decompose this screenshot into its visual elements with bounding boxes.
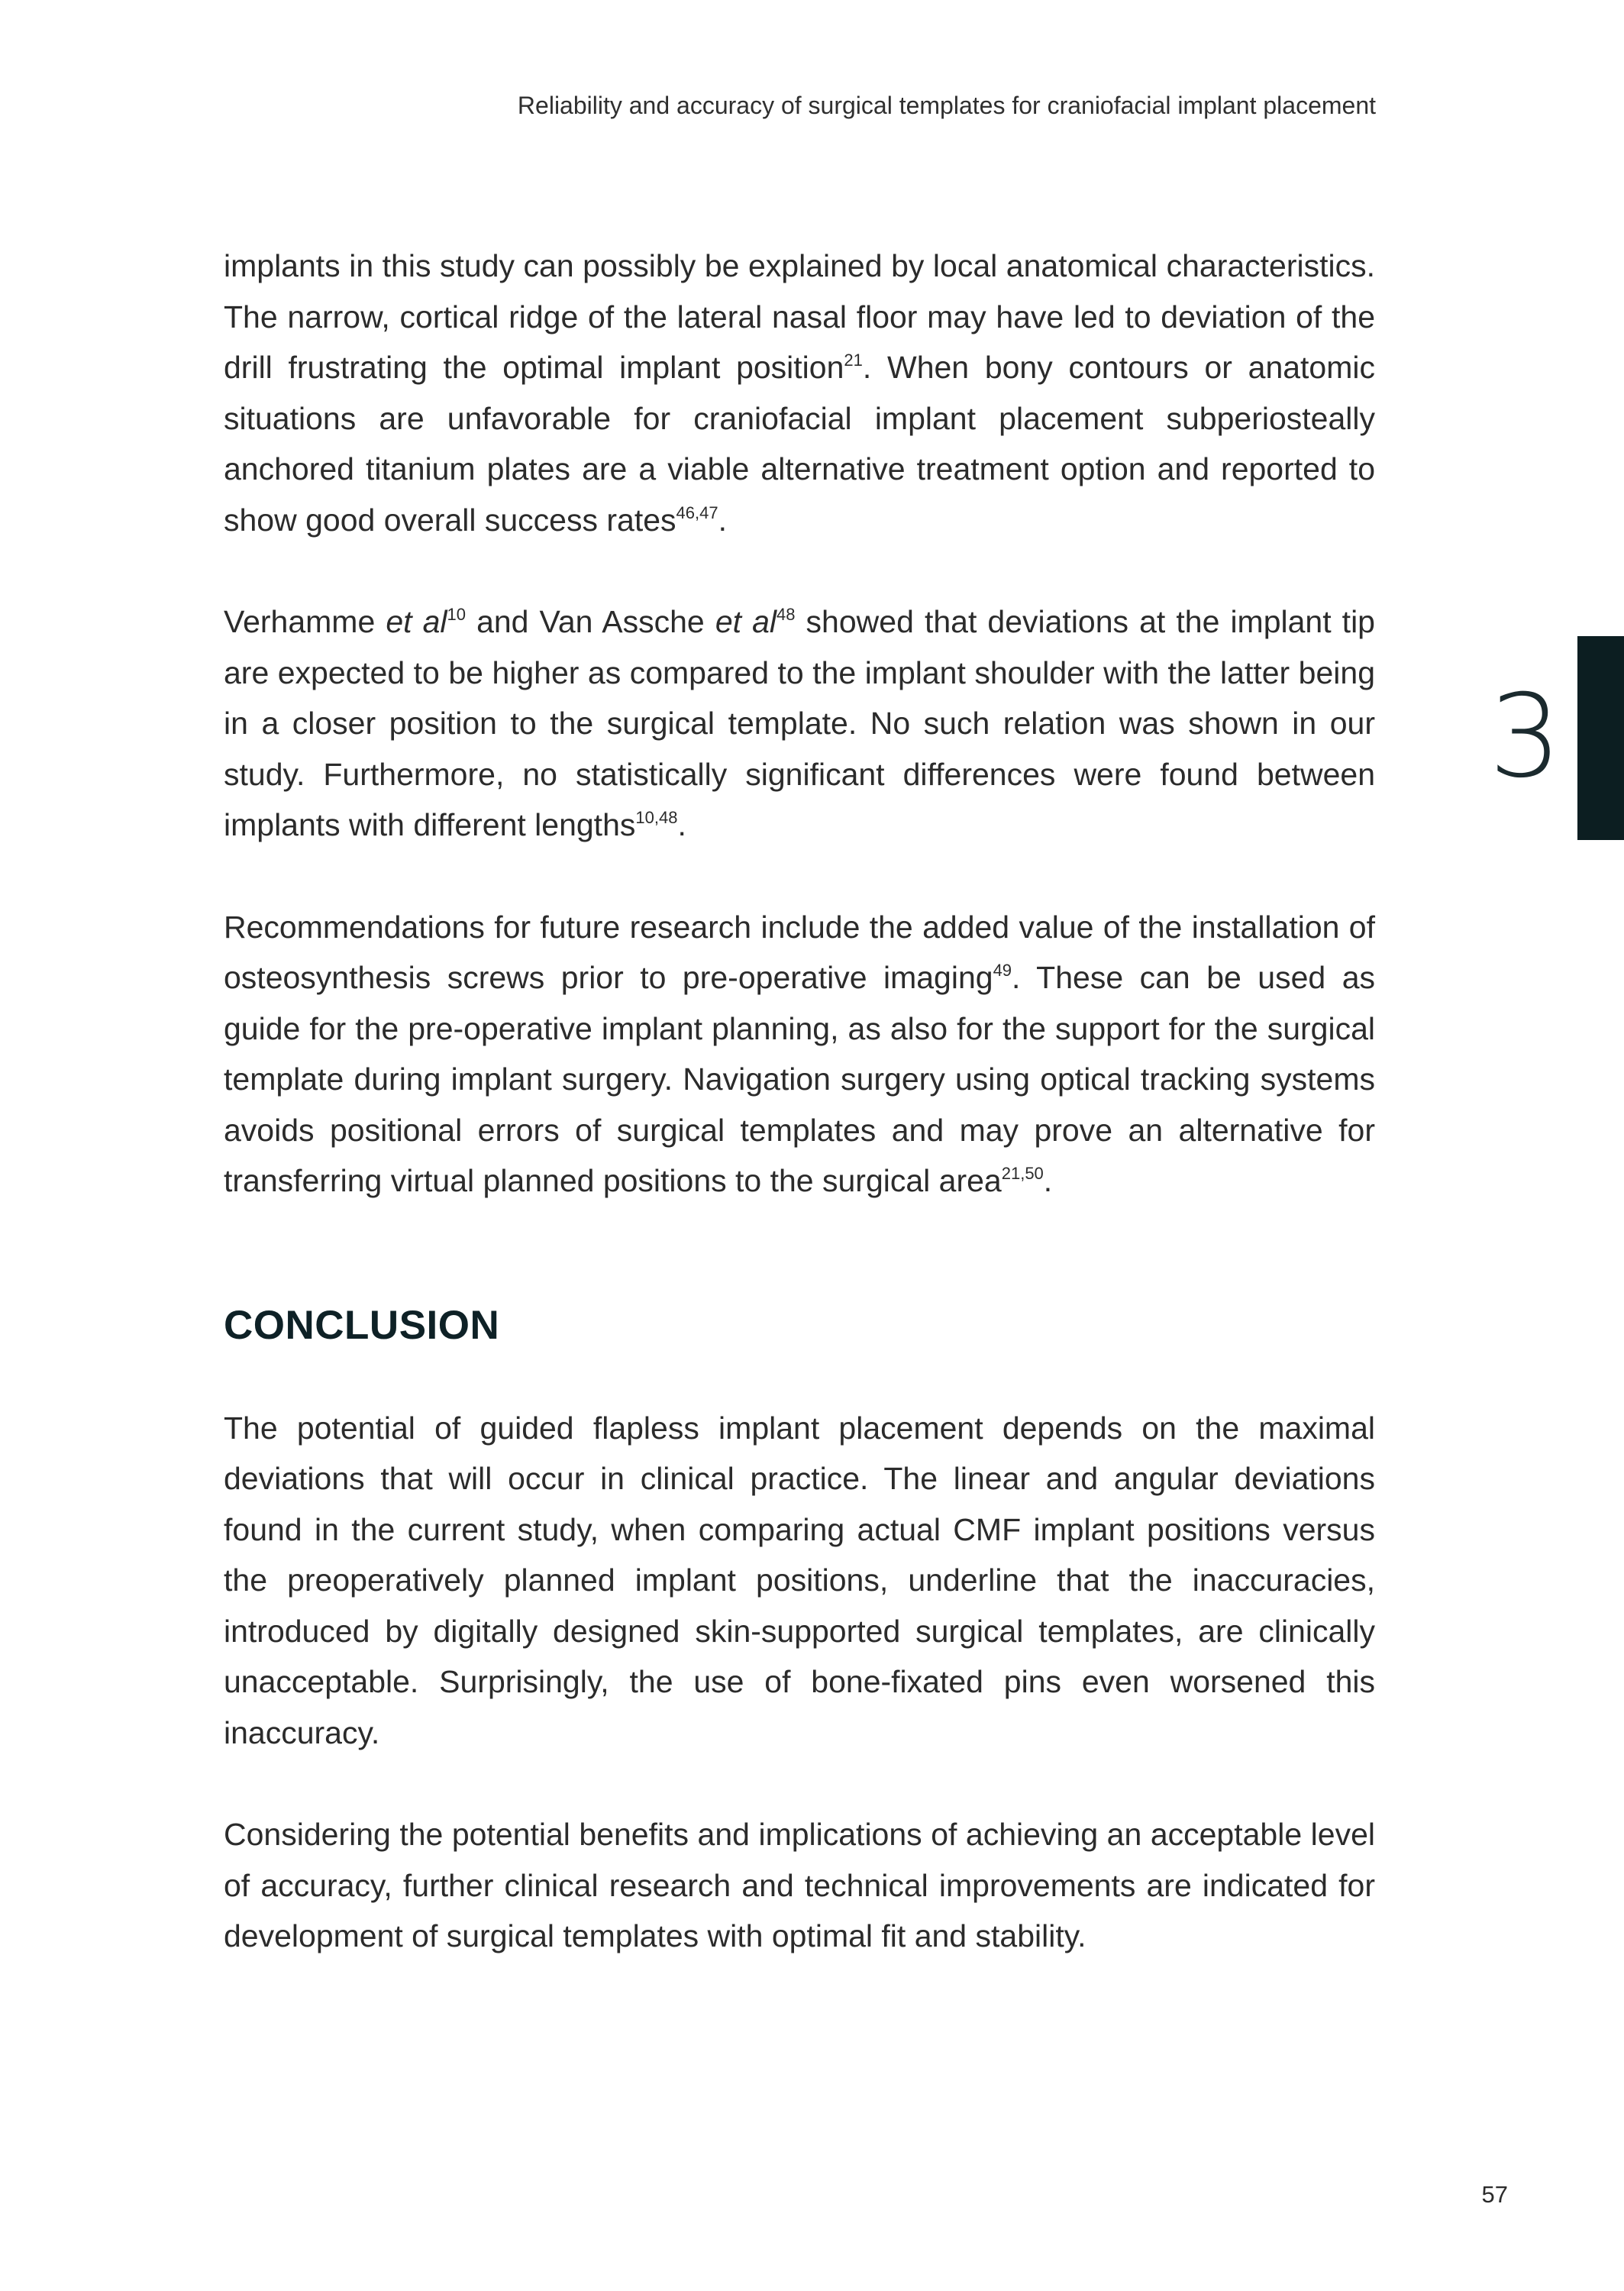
paragraph-text: . These can be used as guide for the pre-operative implant planning, as also for the support for the surgical template during implant surgery. Navigation surgery using optical tracking systems avoids positional errors of surgical templates and may prove an alternative for transferring virtual planned positions to the surgical area: [224, 960, 1375, 1198]
citation-ref: 10,48: [635, 808, 678, 827]
paragraph-text: . When bony contours or anatomic situations are unfavorable for craniofacial implant placement subperiosteally anchored titanium plates are a viable alternative treatment option and reported to show good overall success rates: [224, 350, 1375, 538]
paragraph-end: .: [1043, 1163, 1053, 1198]
citation-ref: 46,47: [676, 502, 718, 522]
citation-ref: 49: [993, 961, 1012, 980]
paragraph-conclusion-2: Considering the potential benefits and implications of achieving an acceptable level of accuracy, further clinical research and technical improvements are indicated for development of surgical templates with optimal fit and stability.: [224, 1817, 1375, 1953]
paragraph-text: implants in this study can possibly be explained by local anatomical characteristics. The narrow, cortical ridge of the lateral nasal floor may have led to deviation of the drill frustrating the optimal implant position: [224, 248, 1375, 385]
paragraph-anatomy: [224, 241, 1375, 545]
citation-ref: 48: [776, 605, 796, 624]
paragraph-text: and Van Assche: [466, 604, 715, 639]
paragraph-conclusion-1: The potential of guided flapless implant placement depends on the maximal deviations that will occur in clinical practice. The linear and angular deviations found in the current study, when comparing actual CMF implant positions versus the preoperatively planned implant positions, underline that the inaccuracies, introduced by digitally designed skin-supported surgical templates, are clinically unacceptable. Surprisingly, the use of bone-fixated pins even worsened this inaccuracy.: [224, 1410, 1375, 1750]
conclusion-heading: CONCLUSION: [224, 1302, 500, 1348]
paragraph-end: .: [677, 807, 686, 842]
et-al-italic: et al: [715, 604, 776, 639]
chapter-number: 3: [1489, 670, 1562, 803]
paragraph-text: showed that deviations at the implant tip are expected to be higher as compared to the implant shoulder with the latter being in a closer position to the surgical template. No such relation was shown in our study. Furthermore, no statistically significant differences were found between implants with different lengths: [224, 604, 1375, 842]
citation-ref: 21,50: [1001, 1164, 1044, 1183]
citation-ref: 10: [447, 605, 466, 624]
paragraph-text: Verhamme: [224, 604, 386, 639]
page-number: 57: [1481, 2181, 1508, 2208]
et-al-italic: et al: [386, 604, 447, 639]
paragraph-text: Recommendations for future research include the added value of the installation of osteosynthesis screws prior to pre-operative imaging: [224, 909, 1375, 995]
running-header: Reliability and accuracy of surgical templates for craniofacial implant placement: [517, 92, 1376, 119]
chapter-tab-bar: [1577, 636, 1624, 840]
paragraph-end: .: [718, 502, 727, 538]
citation-ref: 21: [844, 351, 863, 370]
body-text: [224, 241, 1375, 1962]
paragraph-implant-tip: [224, 596, 1375, 851]
paragraph-recommendations: [224, 902, 1375, 1207]
